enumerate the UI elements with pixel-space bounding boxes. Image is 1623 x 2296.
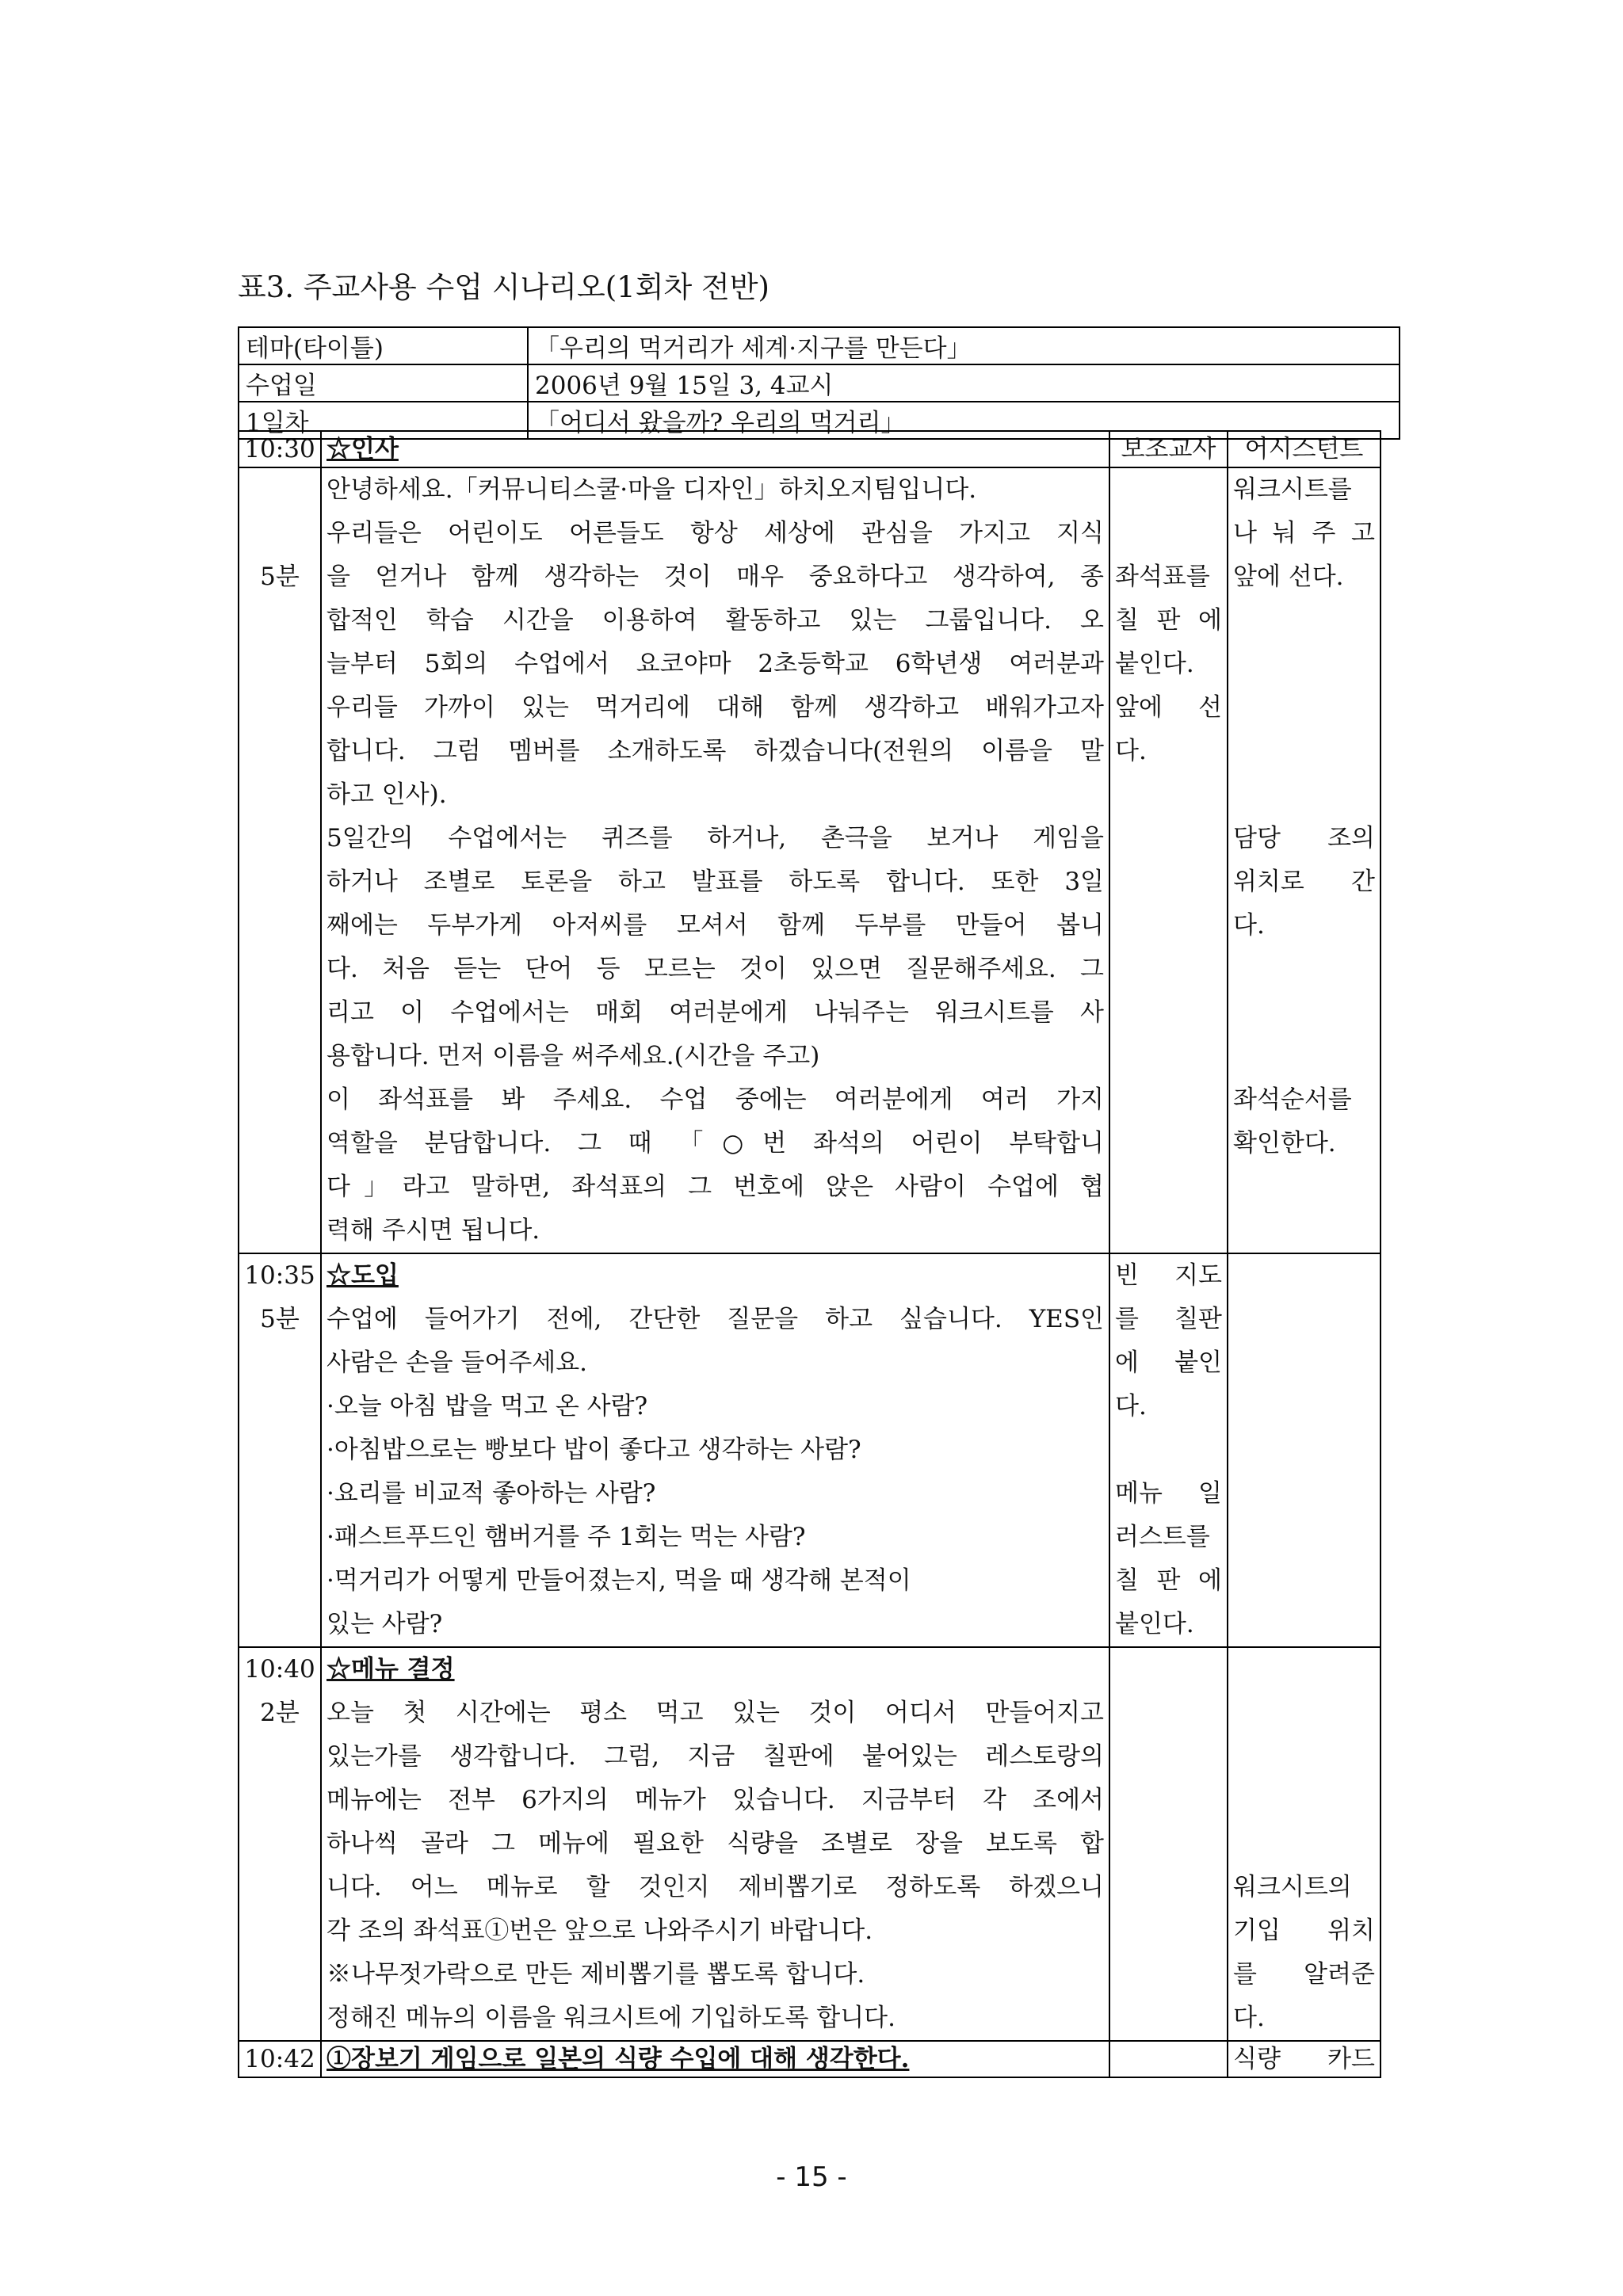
body-line: 다」라고 말하면, 좌석표의 그 번호에 앉은 사람이 수업에 협 bbox=[327, 1173, 1104, 1201]
body-line: 을 얻거나 함께 생각하는 것이 매우 중요하다고 생각하여, 종 bbox=[327, 563, 1104, 591]
section-shopping-game bbox=[239, 2041, 1381, 2077]
asst-note-line: 를 알려준 bbox=[1233, 1960, 1375, 1989]
info-row-date bbox=[239, 364, 1400, 402]
asst-note-line: 다. bbox=[1233, 2004, 1265, 2032]
section-greeting-header bbox=[239, 431, 1381, 467]
body-line: 안녕하세요.「커뮤니티스쿨·마을 디자인」하치오지팀입니다. bbox=[327, 475, 977, 504]
body-line: ·오늘 아침 밥을 먹고 온 사람? bbox=[327, 1392, 648, 1421]
aux-note-line: 다. bbox=[1115, 1392, 1147, 1421]
body-line: 오늘 첫 시간에는 평소 먹고 있는 것이 어디서 만들어지고 bbox=[327, 1699, 1104, 1727]
aux-note-line: 칠 판 에 bbox=[1115, 606, 1222, 635]
date-value: 2006년 9월 15일 3, 4교시 bbox=[528, 364, 1400, 402]
body-line: 사람은 손을 들어주세요. bbox=[327, 1348, 588, 1377]
section-menu-decision bbox=[239, 1647, 1381, 2041]
asst-note-line: 좌석순서를 bbox=[1233, 1085, 1352, 1114]
asst-note-line: 워크시트의 bbox=[1233, 1873, 1352, 1901]
aux-note-line: 다. bbox=[1115, 737, 1147, 765]
aux-note-line: 칠 판 에 bbox=[1115, 1566, 1222, 1595]
aux-note-line: 에 붙인 bbox=[1115, 1348, 1222, 1377]
asst-note-line: 담당 조의 bbox=[1233, 824, 1375, 852]
body-line: 이 좌석표를 봐 주세요. 수업 중에는 여러분에게 여러 가지 bbox=[327, 1085, 1104, 1114]
asst-note-line: 위치로 간 bbox=[1233, 868, 1375, 896]
asst-note-line: 앞에 선다. bbox=[1233, 563, 1344, 591]
section-time: 10:35 bbox=[244, 1261, 315, 1290]
asst-note-line: 나 눠 주 고 bbox=[1233, 519, 1375, 547]
aux-note-line: 좌석표를 bbox=[1115, 563, 1210, 591]
section-time: 10:42 bbox=[244, 2045, 315, 2073]
section-title: ☆메뉴 결정 bbox=[327, 1655, 455, 1684]
body-line: ·먹거리가 어떻게 만들어졌는지, 먹을 때 생각해 본적이 bbox=[327, 1566, 911, 1595]
body-line: 용합니다. 먼저 이름을 써주세요.(시간을 주고) bbox=[327, 1042, 820, 1070]
body-line: 합니다. 그럼 멤버를 소개하도록 하겠습니다(전원의 이름을 말 bbox=[327, 737, 1104, 765]
theme-label: 테마(타이틀) bbox=[239, 327, 528, 364]
section-title: ☆도입 bbox=[327, 1261, 399, 1290]
section-duration: 2분 bbox=[260, 1699, 300, 1727]
body-line: 각 조의 좌석표①번은 앞으로 나와주시기 바랍니다. bbox=[327, 1917, 873, 1945]
body-line: 력해 주시면 됩니다. bbox=[327, 1216, 540, 1245]
section-time: 10:40 bbox=[244, 1655, 315, 1684]
body-line: 있는 사람? bbox=[327, 1610, 443, 1638]
body-line: 늘부터 5회의 수업에서 요코야마 2초등학교 6학년생 여러분과 bbox=[327, 650, 1104, 678]
column-header-asst: 어시스턴트 bbox=[1244, 435, 1364, 463]
body-line: 째에는 두부가게 아저씨를 모셔서 함께 두부를 만들어 봅니 bbox=[327, 911, 1104, 940]
body-line: 정해진 메뉴의 이름을 워크시트에 기입하도록 합니다. bbox=[327, 2004, 896, 2032]
scenario-table bbox=[238, 430, 1381, 2078]
aux-note-line: 빈 지도 bbox=[1115, 1261, 1222, 1290]
body-line: 니다. 어느 메뉴로 할 것인지 제비뽑기로 정하도록 하겠으니 bbox=[327, 1873, 1104, 1901]
aux-note-line: 를 칠판 bbox=[1115, 1305, 1222, 1333]
day-label: 1일차 bbox=[239, 402, 528, 439]
body-line: ※나무젓가락으로 만든 제비뽑기를 뽑도록 합니다. bbox=[327, 1960, 865, 1989]
body-line: 우리들 가까이 있는 먹거리에 대해 함께 생각하고 배워가고자 bbox=[327, 693, 1104, 722]
body-line: 역할을 분담합니다. 그 때 「○번 좌석의 어린이 부탁합니 bbox=[327, 1129, 1104, 1158]
body-line: 있는가를 생각합니다. 그럼, 지금 칠판에 붙어있는 레스토랑의 bbox=[327, 1742, 1104, 1771]
body-line: ·패스트푸드인 햄버거를 주 1회는 먹는 사람? bbox=[327, 1523, 806, 1551]
column-header-aux: 보조교사 bbox=[1121, 435, 1216, 463]
day-value: 「어디서 왔을까? 우리의 먹거리」 bbox=[528, 402, 1400, 439]
theme-value: 「우리의 먹거리가 세계·지구를 만든다」 bbox=[528, 327, 1400, 364]
body-line: 우리들은 어린이도 어른들도 항상 세상에 관심을 가지고 지식 bbox=[327, 519, 1104, 547]
asst-note-line: 기입 위치 bbox=[1233, 1917, 1375, 1945]
body-line: 다. 처음 듣는 단어 등 모르는 것이 있으면 질문해주세요. 그 bbox=[327, 955, 1104, 983]
asst-note-line: 다. bbox=[1233, 911, 1265, 940]
asst-note-line: 확인한다. bbox=[1233, 1129, 1336, 1158]
body-line: 하거나 조별로 토론을 하고 발표를 하도록 합니다. 또한 3일 bbox=[327, 868, 1104, 896]
body-line: 리고 이 수업에서는 매회 여러분에게 나눠주는 워크시트를 사 bbox=[327, 998, 1104, 1027]
body-line: 메뉴에는 전부 6가지의 메뉴가 있습니다. 지금부터 각 조에서 bbox=[327, 1786, 1104, 1814]
aux-note-line: 붙인다. bbox=[1115, 1610, 1194, 1638]
info-row-theme bbox=[239, 327, 1400, 364]
asst-note-line: 식량 카드 bbox=[1233, 2045, 1375, 2073]
body-line: 하고 인사). bbox=[327, 780, 447, 809]
info-table bbox=[238, 326, 1400, 440]
page-number: - 15 - bbox=[776, 2161, 847, 2193]
section-duration: 5분 bbox=[260, 563, 300, 591]
section-title: ☆인사 bbox=[327, 435, 399, 463]
aux-note-line: 붙인다. bbox=[1115, 650, 1194, 678]
section-time: 10:30 bbox=[244, 435, 315, 463]
asst-note-line: 워크시트를 bbox=[1233, 475, 1352, 504]
aux-note-line: 러스트를 bbox=[1115, 1523, 1210, 1551]
body-line: 수업에 들어가기 전에, 간단한 질문을 하고 싶습니다. YES인 bbox=[327, 1305, 1104, 1333]
body-line: ·요리를 비교적 좋아하는 사람? bbox=[327, 1479, 656, 1508]
section-title: ①장보기 게임으로 일본의 식량 수입에 대해 생각한다. bbox=[327, 2045, 910, 2073]
body-line: 합적인 학습 시간을 이용하여 활동하고 있는 그룹입니다. 오 bbox=[327, 606, 1104, 635]
table-caption: 표3. 주교사용 수업 시나리오(1회차 전반) bbox=[238, 270, 769, 304]
aux-note-line: 앞에 선 bbox=[1115, 693, 1222, 722]
body-line: 하나씩 골라 그 메뉴에 필요한 식량을 조별로 장을 보도록 합 bbox=[327, 1829, 1104, 1858]
section-greeting-body bbox=[239, 467, 1381, 1253]
body-line: ·아침밥으로는 빵보다 밥이 좋다고 생각하는 사람? bbox=[327, 1436, 861, 1464]
section-intro bbox=[239, 1253, 1381, 1647]
aux-note-line: 메뉴 일 bbox=[1115, 1479, 1222, 1508]
section-duration: 5분 bbox=[260, 1305, 300, 1333]
date-label: 수업일 bbox=[239, 364, 528, 402]
body-line: 5일간의 수업에서는 퀴즈를 하거나, 촌극을 보거나 게임을 bbox=[327, 824, 1104, 852]
